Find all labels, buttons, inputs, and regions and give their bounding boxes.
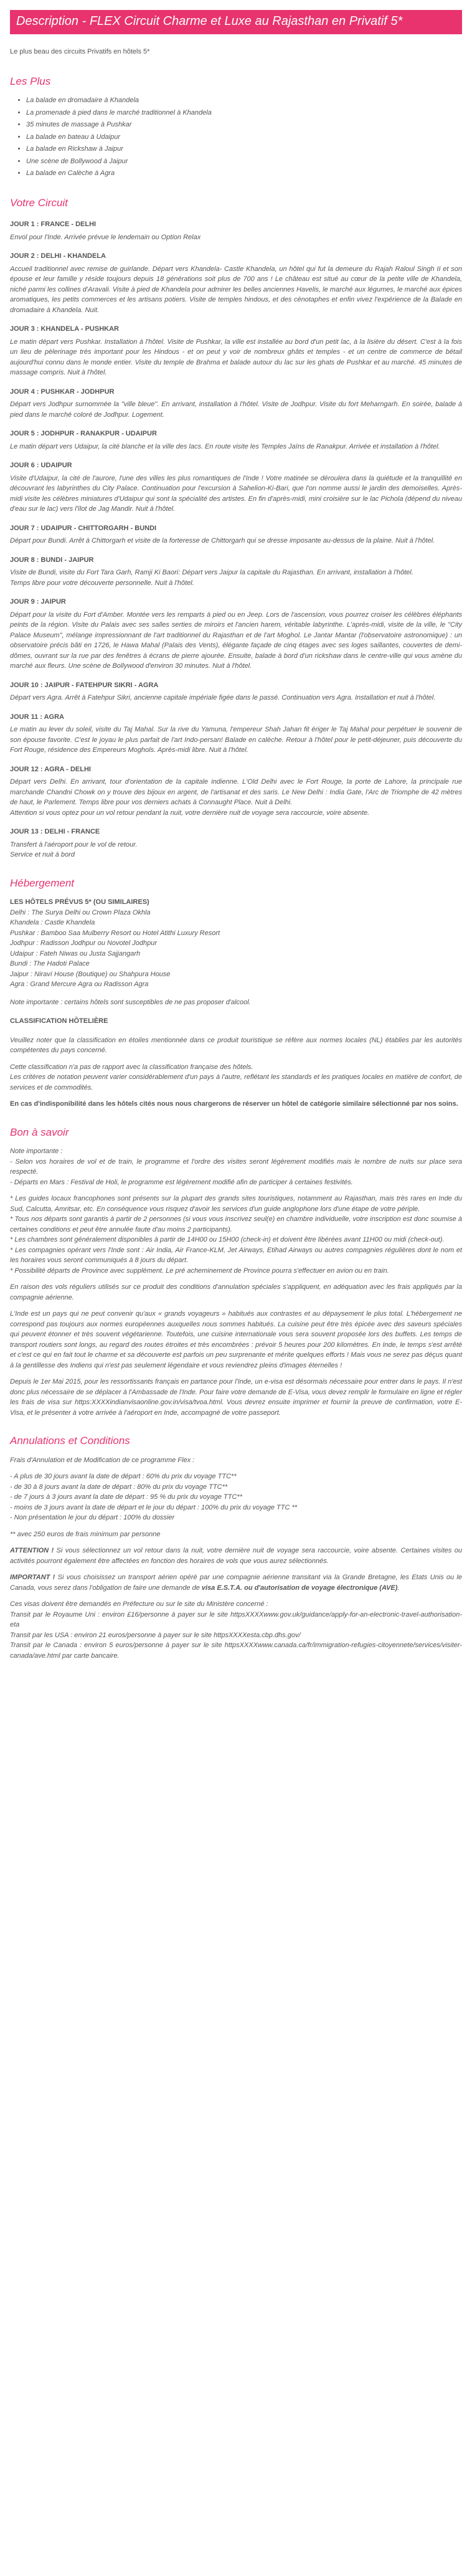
day-text: Départ vers Agra. Arrêt à Fatehpur Sikri, ancienne capitale impériale figée dans le passé. Continuation vers Agra. Installation et nuit à l'hôtel. <box>10 694 436 701</box>
day-text: Envol pour l'Inde. Arrivée prévue le lendemain ou Option Relax <box>10 233 201 241</box>
annulation-p5 <box>10 1572 462 1593</box>
section-annulations <box>10 1433 462 1661</box>
day-text: Départ pour la visite du Fort d'Amber. Montée vers les remparts à pied ou en Jeep. Lors de l'ascension, vous pourrez croiser les célèbres éléphants peints de la région. Visite du Palais avec ses salles serties de miroirs et l'ancien harem, véritable labyrinthe. L'après-midi, visite de la ville, le "City Palace Museum", mélange impressionnant de l'art traditionnel du Rajasthan et de l'art Moghol. Le Jantar Mantar (l'observatoire astronomique) : un observatoire précis bâti en 1726, le Hawa Mahal (Palais des Vents), élégante façade de cinq étages avec ses loges saillantes, couvertes de demi-dômes, ouvrant sur la rue par des fenêtres à écrans de pierre ajourée. Ensuite, balade à bord d'un rickshaw dans le centre-ville qui vous amène du marché aux fleurs. Une scène de Bollywood d'environ 30 minutes. Nuit à l'hôtel. <box>10 611 462 670</box>
bon-a-savoir-p1: Note importante : - Selon vos horaires de vol et de train, le programme et l'ordre des visites seront légèrement modifiés mais le nombre de nuits sur place sera respecté. - Départs en Mars : Festival de Holi, le programme est légèrement modifié afin de participer à certaines festivités. <box>10 1148 462 1186</box>
bon-a-savoir-p4: L'Inde est un pays qui ne peut convenir qu'aux « grands voyageurs » habitués aux contrastes et au dépaysement le plus total. L'hébergement ne correspond pas toujours aux normes européennes auxquelles nous sommes habitués. La cuisine peut être très épicée avec des saveurs spéciales qui peuvent étonner et très souvent végétarienne. Toutefois, une cuisine internationale vous sera souvent proposée lors des buffets. Les temps de transport routiers sont longs, au regard des routes étroites et très encombrées : prévoir 5 heures pour 200 kilomètres. En Inde, le temps s'est arrêté et c'est ce qui en fait tout le charme et sa découverte est parfois un peu surprenante et mérite quelques efforts ! Mais vous ne serez pas déçus quant à la gentillesse des Indiens qui n'est pas seulement légendaire et vous reviendrez pleins d'images éternelles ! <box>10 1310 462 1369</box>
hotel-item: Udaipur : Fateh Niwas ou Justa Sajjangarh <box>10 949 141 958</box>
day-title: JOUR 5 : JODHPUR - RANAKPUR - UDAIPUR <box>10 430 157 437</box>
day-text: Accueil traditionnel avec remise de guirlande. Départ vers Khandela- Castle Khandela, un hôtel qui fut la demeure du Rajah Raloul Singh II et son épouse et leur famille y réside toujours depuis 18 générations soit plus de 700 ans ! Le château est situé au cœur de la petite ville de Khandela, niché parmi les collines d'Aravali. Visite à pied de Khandela pour admirer les belles anciennes Havelis, le marché aux légumes, le marché aux épices aromatiques, les petits commerces et les artisans potiers. Visite de temples hindous, et des cénotaphes et enfin vivez l'expérience de la Balade en dromadaire à Khandela. Nuit. <box>10 265 462 314</box>
section-heading-bon-a-savoir: Bon à savoir <box>10 1126 69 1138</box>
plus-item: • 35 minutes de massage à Pushkar <box>26 120 462 130</box>
section-bon-a-savoir <box>10 1124 462 1419</box>
day-text: Le matin départ vers Pushkar. Installation à l'hôtel. Visite de Pushkar, la ville est installée au bord d'un petit lac, à la lisière du désert. C'est à la fois un lieu de pèlerinage très important pour les Hindous - et on peut y voir de nombreux ghâts et temples - et un centre de commerce de bétail aujourd'hui connu dans le monde entier. Visite du temple de Brahma et balade autour du lac sur les ghats de Pushkar et au marché. 45 minutes de massage compris. Nuit à l'hôtel. <box>10 338 462 376</box>
section-plus <box>10 74 462 179</box>
day-title: JOUR 1 : FRANCE - DELHI <box>10 221 97 228</box>
section-heading-hebergement: Hébergement <box>10 877 75 889</box>
plus-item: • La promenade à pied dans le marché traditionnel à Khandela <box>26 108 462 118</box>
plus-item: • Une scène de Bollywood à Jaipur <box>26 156 462 167</box>
day-text: Départ vers Jodhpur surnommée la "ville bleue". En arrivant, installation à l'hôtel. Visite de Jodhpur. Visite du fort Meharngarh. En soirée, balade à pied dans le marché coloré de Jodhpur. Logement. <box>10 401 462 419</box>
section-hebergement <box>10 875 462 1110</box>
section-heading-circuit: Votre Circuit <box>10 196 68 209</box>
day-title: JOUR 10 : JAIPUR - FATEHPUR SIKRI - AGRA <box>10 681 159 689</box>
day-text: Visite d'Udaipur, la cité de l'aurore, l'une des villes les plus romantiques de l'Inde ! Votre matinée se déroulera dans la quiétude et la tranquillité en découvrant les labyrinthes du City Palace. Continuation pour l'excursion à Sahelion-Ki-Bari, que l'on nomme aussi le jardin des demoiselles. Après-midi visite les célèbres miniatures d'Udaipur qui sont la spécialité des artistes. En fin d'après-midi, mini croisière sur le lac Pichola (dépend du niveau d'eau sur le lac) vers l'îlot de Jag Mandir. Nuit à l'hôtel. <box>10 474 462 513</box>
hotel-item: Delhi : The Surya Delhi ou Crown Plaza Okhla <box>10 908 151 916</box>
day-text: Départ pour Bundi. Arrêt à Chittorgarh et visite de la forteresse de Chittorgarh qui se dresse imposante au-dessus de la plaine. Nuit à l'hôtel. <box>10 537 435 544</box>
title-bar <box>10 10 462 34</box>
annulation-p6: Ces visas doivent être demandés en Préfecture ou sur le site du Ministère concerné : Transit par le Royaume Uni : environ £16/personne à payer sur le site httpsXXXXwww.gov.uk/guidance/apply-for-an-electronic-travel-authorisation-eta Transit par les USA : environ 21 euros/personne à payer sur le site httpsXXXXesta.cbp.dhs.gov/ Transit par le Canada : environ 5 euros/personne à payer sur le site httpsXXXXwww.canada.ca/fr/immigration-refugies-citoyennete/services/visiter-canada/ave.html par carte bancaire. <box>10 1600 462 1660</box>
section-circuit <box>10 195 462 860</box>
page-title: Description - FLEX Circuit Charme et Luxe au Rajasthan en Privatif 5* <box>16 14 403 28</box>
hotel-item: Bundi : The Hadoti Palace <box>10 960 90 967</box>
hotel-note: Note importante : certains hôtels sont susceptibles de ne pas proposer d'alcool. <box>10 998 251 1006</box>
bon-a-savoir-p2: * Les guides locaux francophones sont présents sur la plupart des grands sites touristiques, notamment au Rajasthan, mais très rares en Inde du Sud, Calcutta, Amritsar, etc. En conséquence vous risquez d'avoir les services d'un guide anglophone lors d'une étape de votre périple. * Tous nos départs sont garantis à partir de 2 personnes (si vous vous inscrivez seul(e) en chambre individuelle, votre inscription est donc soumise à certaines conditions et peut être annulée faute d'au moins 2 participants). * Les chambres sont généralement disponibles à partir de 14H00 ou 15H00 (check-in) et doivent être libérées avant 11H00 ou midi (check-out). * Les compagnies opérant vers l'Inde sont : Air India, Air France-KLM, Jet Airways, Etihad Airways ou autres compagnies régulières dont le nom et les horaires vous seront communiqués à 8 jours du départ. * Possibilité départs de Province avec supplément. Le pré acheminement de Province pourra s'effectuer en avion ou en train. <box>10 1195 462 1275</box>
annulation-p1: Frais d'Annulation et de Modification de ce programme Flex : <box>10 1456 195 1464</box>
important-end: . <box>397 1584 400 1592</box>
classification-heading: CLASSIFICATION HÔTELIÈRE <box>10 1017 108 1025</box>
annulation-p4 <box>10 1546 462 1566</box>
day-title: JOUR 11 : AGRA <box>10 713 65 721</box>
plus-list <box>10 95 462 179</box>
intro-text: Le plus beau des circuits Privatifs en hôtels 5* <box>10 48 150 55</box>
section-heading-plus: Les Plus <box>10 75 51 87</box>
plus-item: • La balade en Rickshaw à Jaipur <box>26 144 462 154</box>
annulation-p2: - A plus de 30 jours avant la date de départ : 60% du prix du voyage TTC** - de 30 à 8 jours avant la date de départ : 80% du prix du voyage TTC** - de 7 jours à 3 jours avant la date de départ : 95 % du prix du voyage TTC** - moins de 3 jours avant la date de départ et le jour du départ : 100% du prix du voyage TTC ** - Non présentation le jour du départ : 100% du dossier <box>10 1473 298 1521</box>
day-title: JOUR 2 : DELHI - KHANDELA <box>10 252 106 260</box>
day-title: JOUR 7 : UDAIPUR - CHITTORGARH - BUNDI <box>10 524 157 532</box>
day-title: JOUR 3 : KHANDELA - PUSHKAR <box>10 325 119 333</box>
hotel-list <box>10 897 462 990</box>
section-heading-annulations: Annulations et Conditions <box>10 1435 130 1447</box>
day-text: Transfert à l'aéroport pour le vol de retour. Service et nuit à bord <box>10 840 138 858</box>
bon-a-savoir-p3: En raison des vols réguliers utilisés sur ce produit des conditions d'annulation spéciales s'appliquent, en adéquation avec les frais appliqués par la compagnie aérienne. <box>10 1283 462 1301</box>
plus-item: • La balade en Calèche à Agra <box>26 168 462 179</box>
classification-p1: Veuillez noter que la classification en étoiles mentionnée dans ce produit touristique se réfère aux normes locales (NL) établies par les autorités compétentes du pays concerné. <box>10 1036 462 1054</box>
day-text: Départ vers Delhi. En arrivant, tour d'orientation de la capitale indienne. L'Old Delhi avec le Fort Rouge, la porte de Lahore, la principale rue marchande Chandni Chowk on y trouve des bijoux en argent, de l'artisanat et des saris. Le New Delhi : India Gate, l'Arc de Triomphe de 42 mètres de haut, le Parlement. Temps libre pour vos derniers achats à Connaught Place. Nuit à Delhi. Attention si vous optez pour un vol retour pendant la nuit, votre dernière nuit de voyage sera raccourcie, voire absente. <box>10 778 462 817</box>
attention-text: Si vous sélectionnez un vol retour dans la nuit, votre dernière nuit de voyage sera raccourcie, voire absente. Certaines visites ou activités pourront également être affectées en fonction des horaires de vols que vous aurez sélectionnés. <box>10 1547 462 1565</box>
day-title: JOUR 12 : AGRA - DELHI <box>10 765 91 773</box>
day-text: Le matin départ vers Udaipur, la cité blanche et la ville des lacs. En route visite les Temples Jaïns de Ranakpur. Arrivée et installation à l'hôtel. <box>10 442 440 450</box>
day-title: JOUR 13 : DELHI - FRANCE <box>10 828 100 835</box>
hotel-item: Jodhpur : Radisson Jodhpur ou Novotel Jodhpur <box>10 939 158 947</box>
classification-p2: Cette classification n'a pas de rapport avec la classification française des hôtels. Les critères de notation peuvent varier considérablement d'un pays à l'autre, reflétant les standards et les pratiques locales en matière de confort, de services et de commodités. <box>10 1063 462 1091</box>
important-label: IMPORTANT ! <box>10 1574 55 1581</box>
important-text: Si vous choisissez un transport aérien opéré par une compagnie aérienne transitant via la Grande Bretagne, les Etats Unis ou le Canada, vous serez dans l'obligation de faire une demande de <box>10 1574 462 1592</box>
bon-a-savoir-p5: Depuis le 1er Mai 2015, pour les ressortissants français en partance pour l'Inde, un e-visa est désormais nécessaire pour entrer dans le pays. Il n'est donc plus nécessaire de se déplacer à l'Ambassade de l'Inde. Pour faire votre demande de E-Visa, vous devez remplir le formulaire en ligne et régler les frais de visa sur https:XXXXindianvisaonline.gov.in/visa/tvoa.html. Vous devrez ensuite imprimer et fournir la preuve de confirmation, votre E-Visa, et le présenter à votre arrivée à l'aéroport en Inde, accompagné de votre passeport. <box>10 1378 462 1417</box>
plus-item: • La balade en dromadaire à Khandela <box>26 95 462 106</box>
day-title: JOUR 9 : JAIPUR <box>10 598 66 606</box>
attention-label: ATTENTION ! <box>10 1547 54 1554</box>
hotel-list-heading: LES HÔTELS PRÉVUS 5* (OU SIMILAIRES) <box>10 898 149 906</box>
day-text: Visite de Bundi, visite du Fort Tara Garh, Ramji Ki Baori: Départ vers Jaipur la capitale du Rajasthan. En arrivant, installation à l'hôtel. Temps libre pour votre découverte personnelle. Nuit à l'hôtel. <box>10 569 413 587</box>
annulation-p3: ** avec 250 euros de frais minimum par personne <box>10 1530 161 1538</box>
plus-item: • La balade en bateau à Udaipur <box>26 132 462 143</box>
hotel-item: Khandela : Castle Khandela <box>10 919 95 926</box>
hotel-item: Pushkar : Bamboo Saa Mulberry Resort ou Hotel Atithi Luxury Resort <box>10 929 220 937</box>
visa-label: visa E.S.T.A. ou d'autorisation de voyage électronique (AVE) <box>201 1584 398 1592</box>
day-title: JOUR 4 : PUSHKAR - JODHPUR <box>10 387 115 396</box>
day-list <box>10 219 462 860</box>
hotel-item: Jaipur : Niraví House (Boutique) ou Shahpura House <box>10 970 171 978</box>
hotel-item: Agra : Grand Mercure Agra ou Radisson Agra <box>10 981 149 988</box>
day-text: Le matin au lever du soleil, visite du Taj Mahal. Sur la rive du Yamuna, l'empereur Shah Jahan fit ériger le Taj Mahal pour perpétuer le souvenir de son épouse favorite. C'est le joyau le plus parfait de l'art Indo-persan! Balade en calèche. Retour à l'hôtel pour le petit-déjeuner, puis découverte du Fort Rouge, résidence des Empereurs Moghols. Après-midi libre. Nuit à l'hôtel. <box>10 726 462 754</box>
classification-p3: En cas d'indisponibilité dans les hôtels cités nous nous chargerons de réserver un hôtel de catégorie similaire sélectionné par nos soins. <box>10 1100 458 1108</box>
day-title: JOUR 8 : BUNDI - JAIPUR <box>10 556 94 564</box>
day-title: JOUR 6 : UDAIPUR <box>10 462 72 469</box>
